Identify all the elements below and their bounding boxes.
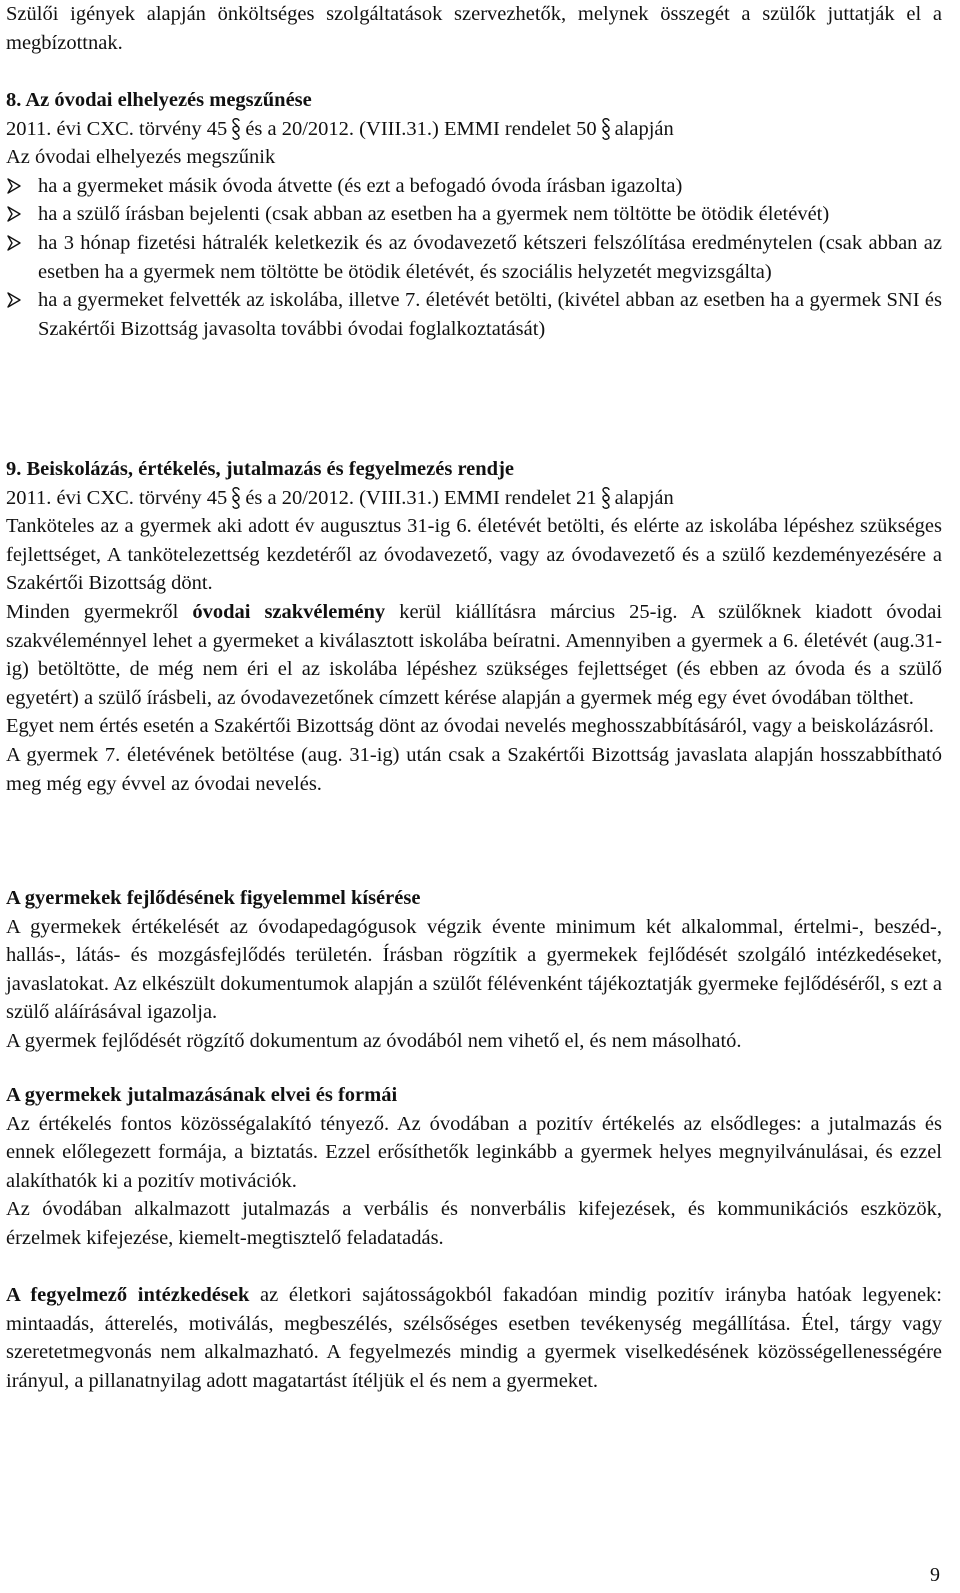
intro-paragraph: Szülői igények alapján önköltséges szolgáltatások szervezhetők, melynek összegét a szülők juttatják el a megbízottnak. <box>6 3 942 54</box>
development-section <box>6 884 942 1056</box>
development-paragraph: A gyermekek értékelését az óvodapedagógusok végzik évente minimum két alkalommal, értelmi-, beszéd-, hallás-, látás- és mozgásfejlődés területén. Írásban rögzítik a gyermekek fejlődését szolgáló intézkedéseket, javaslatokat. Az elkészült dokumentumok alapján a szülőt félévenként tájékoztatják gyermeke fejlődéséről, s ezt a szülő aláírásával igazolja. <box>6 915 942 1024</box>
section-sign-icon <box>230 484 242 512</box>
section-9-heading: 9. Beiskolázás, értékelés, jutalmazás és fegyelmezés rendje <box>6 458 514 480</box>
section-9-law-reference: 2011. évi CXC. törvény 45 és a 20/2012. (VIII.31.) EMMI rendelet 21 alapján <box>6 484 942 513</box>
section-sign-icon <box>600 484 612 512</box>
development-paragraph: A gyermek fejlődését rögzítő dokumentum az óvodából nem vihető el, és nem másolható. <box>6 1029 742 1052</box>
section-sign-icon <box>600 115 612 143</box>
section-9-paragraph: Tanköteles az a gyermek aki adott év augusztus 31-ig 6. életévét betölti, és elérte az iskolába lépéshez szükséges fejlettséget, A tankötelezettség kezdetéről az óvodavezető, vagy az óvodavezető és a szülő kezdeményezésére a Szakértői Bizottság dönt. <box>6 515 942 595</box>
section-9-paragraph: Egyet nem értés esetén a Szakértői Bizottság dönt az óvodai nevelés meghosszabbításáról, vagy a beiskolázásról. <box>6 715 934 738</box>
reward-heading: A gyermekek jutalmazásának elvei és formái <box>6 1084 398 1106</box>
section-8-heading: 8. Az óvodai elhelyezés megszűnése <box>6 89 312 111</box>
section-9-paragraph: Minden gyermekről óvodai szakvélemény kerül kiállításra március 25-ig. A szülőknek kiadott óvodai szakvéleménnyel lehet a gyermeket a kiválasztott iskolába beíratni. Amennyiben a gyermek a 6. életévét (aug.31-ig) betöltötte, de még nem éri el az iskolába lépéshez szükséges fejlettséget (és ebben az óvoda és a szülő egyetért) a szülő írásbeli, az óvodavezetőnek címzett kérése alapján a gyermek még egy évet óvodában tölthet. <box>6 600 943 709</box>
reward-paragraph: Az óvodában alkalmazott jutalmazás a verbális és nonverbális kifejezések, és kommunikációs eszközök, érzelmek kifejezése, kiemelt-megtisztelő feladatadás. <box>6 1198 942 1249</box>
discipline-section <box>6 1281 942 1395</box>
section-9 <box>6 455 942 798</box>
reward-paragraph: Az értékelés fontos közösségalakító tényező. Az óvodában a pozitív értékelés az elsődleges: a jutalmazás és ennek előlegezett formája, a biztatás. Ezzel erősíthetők leginkább a gyermek helyes megnyilvánulásai, és ezzel alakíthatók ki a pozitív motivációk. <box>6 1112 942 1192</box>
section-sign-icon <box>230 115 242 143</box>
discipline-lead: A fegyelmező intézkedések <box>6 1284 250 1306</box>
discipline-paragraph: A fegyelmező intézkedések az életkori sajátosságokból fakadóan mindig pozitív irányba hatóak legyenek: mintaadás, átterelés, motiválás, megbeszélés, szélsőséges esetben tevékenység megállítása. Étel, tárgy vagy szeretetmegvonás nem alkalmazható. A fegyelmezés mindig a gyermek viselkedésének közösségellenességére irányul, a pillanatnyilag adott magatartást ítéljük el és nem a gyermeket. <box>6 1284 942 1392</box>
bullet-item: ha a szülő írásban bejelenti (csak abban az esetben ha a gyermek nem töltötte be ötödik életévét) <box>6 200 942 229</box>
section-8-law-reference: 2011. évi CXC. törvény 45 és a 20/2012. (VIII.31.) EMMI rendelet 50 alapján <box>6 115 942 144</box>
page-number: 9 <box>930 1564 940 1586</box>
arrow-bullet-icon <box>6 178 22 194</box>
bullet-item: ha 3 hónap fizetési hátralék keletkezik és az óvodavezető kétszeri felszólítása eredménytelen (csak abban az esetben ha a gyermek nem töltötte be ötödik életévét, és szociális helyzetét megvizsgálta) <box>6 229 942 286</box>
section-8 <box>6 86 942 343</box>
arrow-bullet-icon <box>6 292 22 308</box>
arrow-bullet-icon <box>6 235 22 251</box>
reward-section <box>6 1081 942 1253</box>
development-heading: A gyermekek fejlődésének figyelemmel kísérése <box>6 887 421 909</box>
section-8-lead: Az óvodai elhelyezés megszűnik <box>6 146 276 169</box>
bullet-item: ha a gyermeket felvették az iskolába, illetve 7. életévét betölti, (kivétel abban az esetben ha a gyermek SNI és Szakértői Bizottság javasolta további óvodai foglalkoztatását) <box>6 286 942 343</box>
arrow-bullet-icon <box>6 206 22 222</box>
highlighted-term: óvodai szakvélemény <box>192 600 386 623</box>
section-9-paragraph: A gyermek 7. életévének betöltése (aug. 31-ig) után csak a Szakértői Bizottság javaslata alapján hosszabbítható meg még egy évvel az óvodai nevelés. <box>6 743 942 795</box>
bullet-item: ha a gyermeket másik óvoda átvette (és ezt a befogadó óvoda írásban igazolta) <box>6 172 942 201</box>
